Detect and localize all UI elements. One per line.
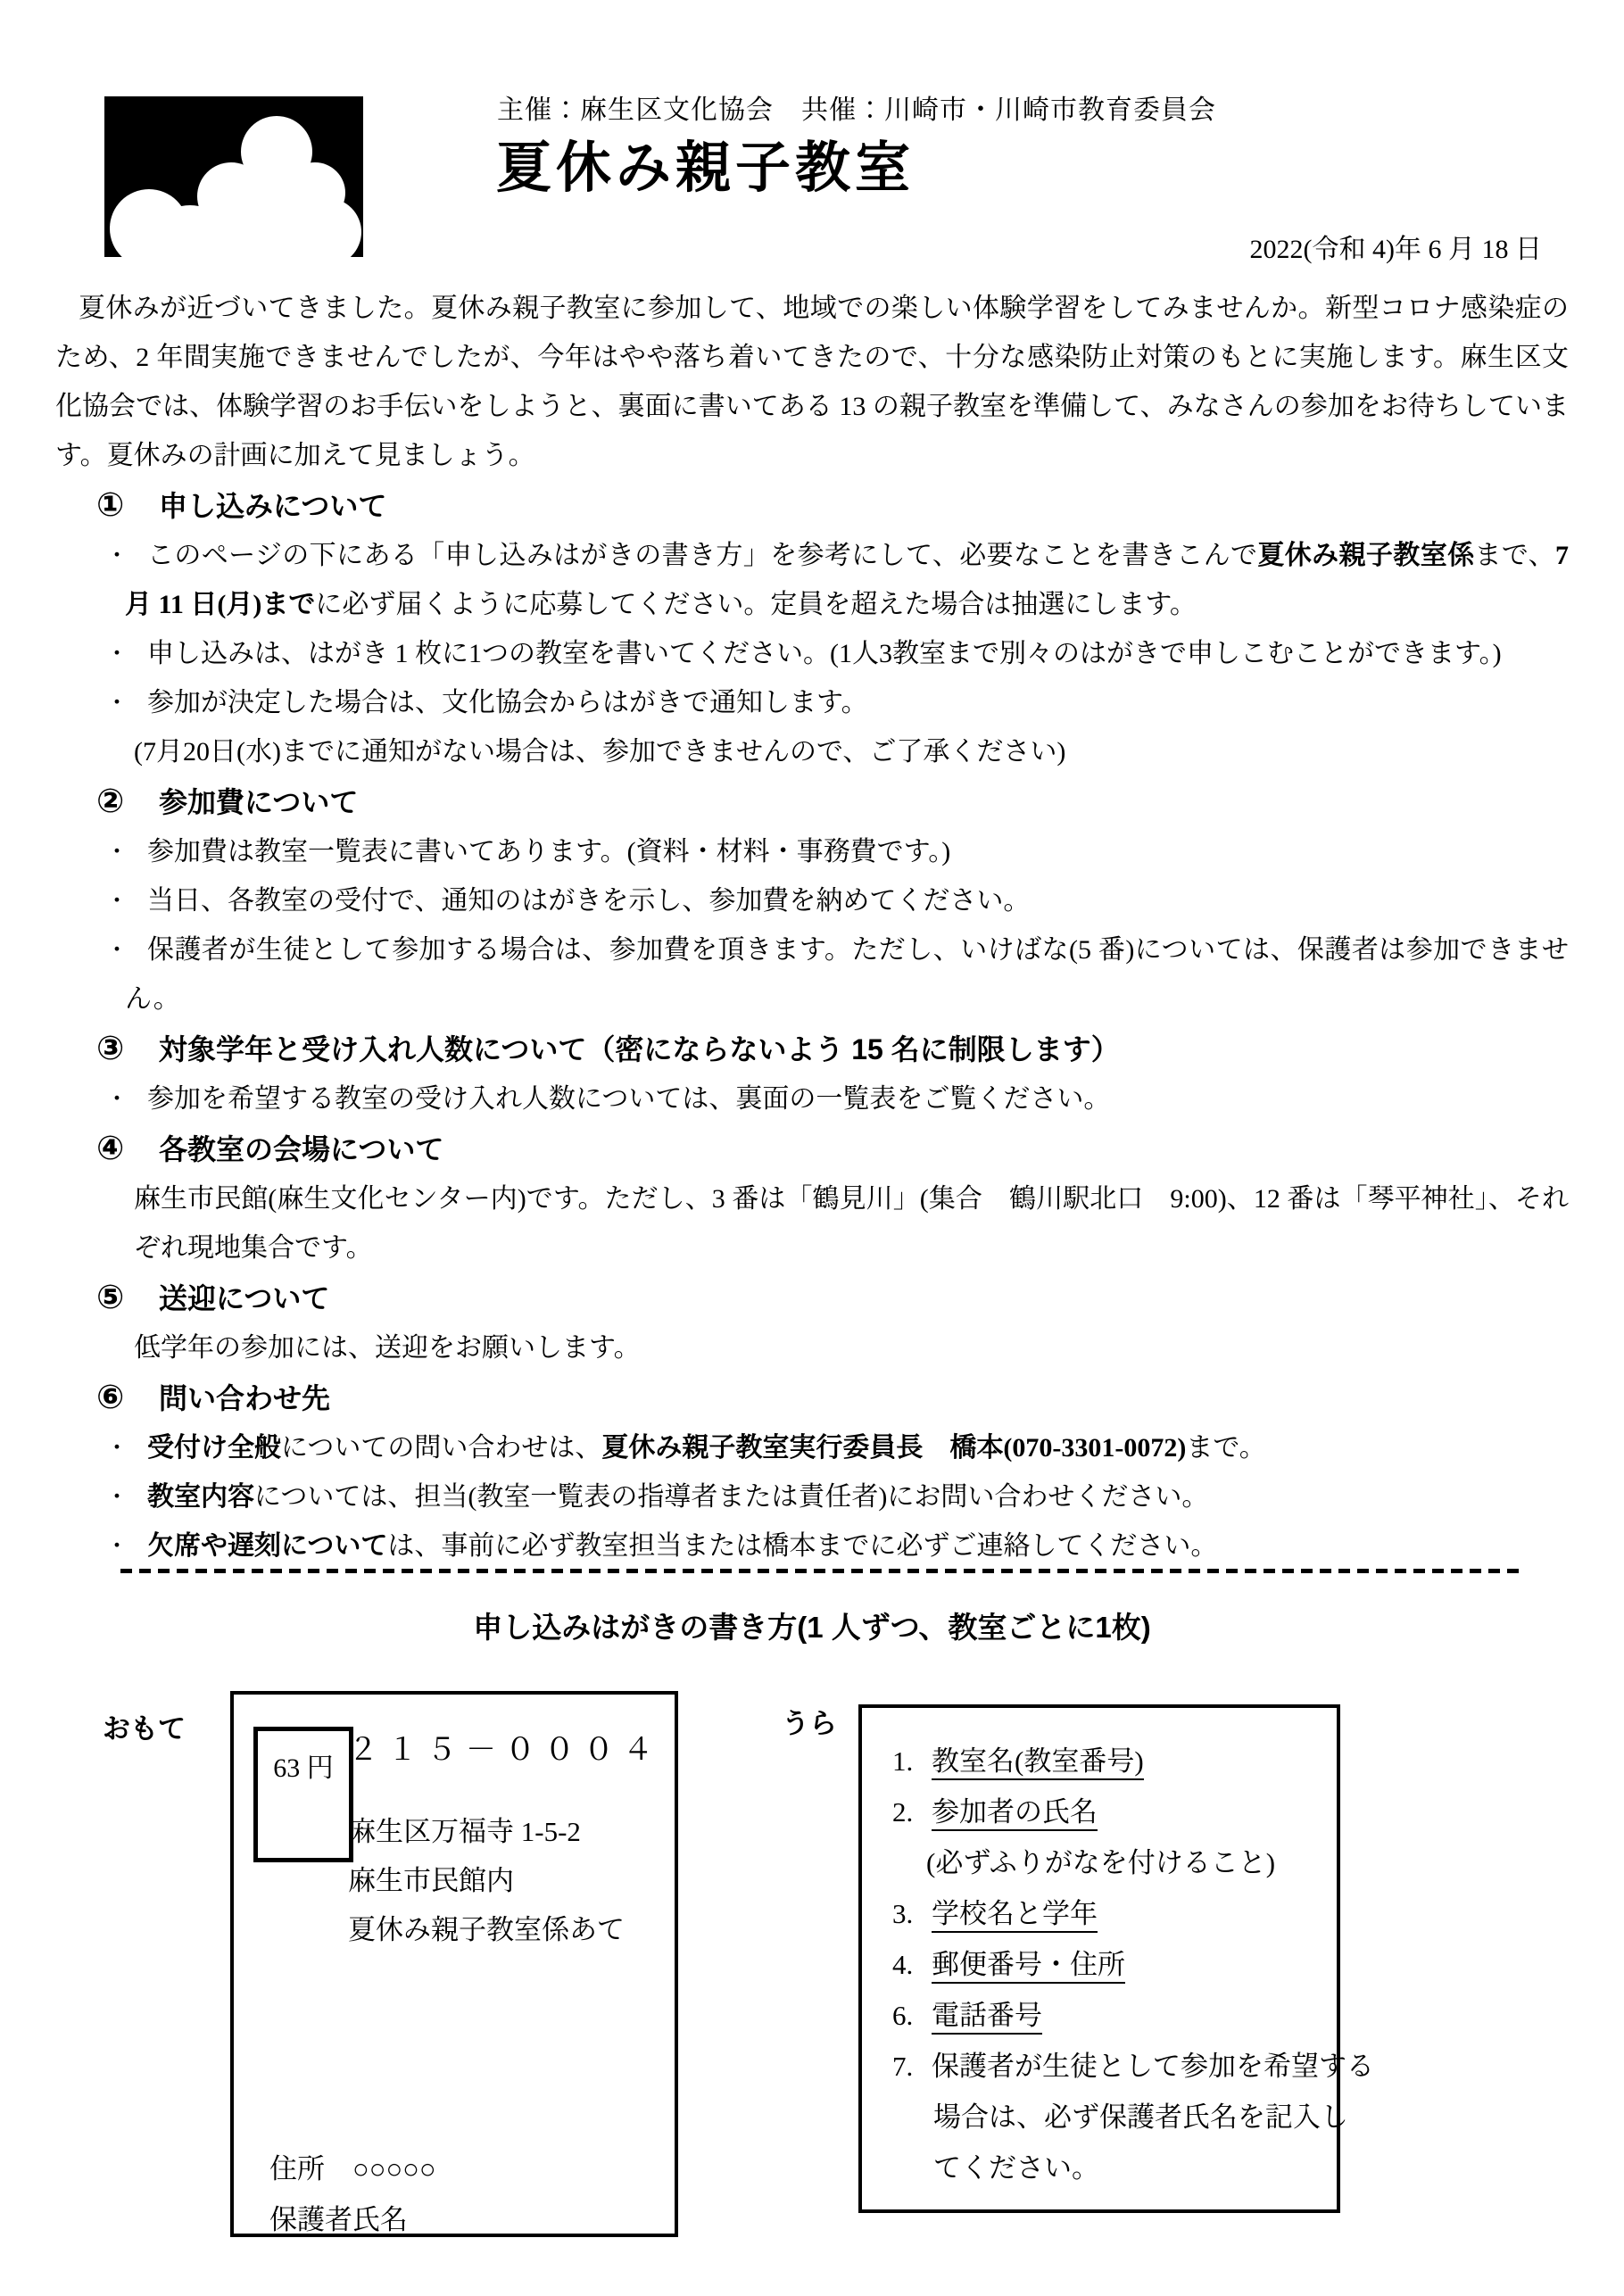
bullet-marker: ・ — [105, 1435, 129, 1461]
section-3-heading — [96, 1024, 1569, 1074]
dashed-divider — [120, 1569, 1520, 1573]
note-line: (7月20日(水)までに通知がない場合は、参加できませんので、ご了承ください) — [134, 737, 1066, 767]
bullet-marker: ・ — [105, 1484, 129, 1510]
postcard-back — [858, 1704, 1374, 2213]
section-1-title: 申し込みについて — [159, 490, 387, 522]
back-item-continuation: 場合は、必ず保護者氏名を記入し — [933, 2101, 1348, 2133]
section-5-body: 低学年の参加には、送迎をお願いします。 — [134, 1333, 641, 1363]
bullet-marker: ・ — [105, 543, 129, 568]
bullet-marker: ・ — [105, 888, 129, 914]
bullet-item — [96, 1423, 1569, 1472]
circled-number-5: ⑤ — [96, 1279, 125, 1315]
back-item-note: (必ずふりがなを付けること) — [926, 1847, 1276, 1878]
bullet-text: 保護者が生徒として参加する場合は、参加費を頂きます。ただし、いけばな(5 番)については、保護者は参加できません。 — [125, 935, 1569, 1014]
section-4-title: 各教室の会場について — [159, 1133, 444, 1165]
section-5-heading — [96, 1272, 1569, 1323]
bullet-item — [96, 678, 1569, 727]
bullet-text: 教室内容については、担当(教室一覧表の指導者または責任者)にお問い合わせください。 — [147, 1482, 1209, 1512]
bullet-item — [96, 531, 1569, 629]
back-item-continuation: てください。 — [933, 2152, 1099, 2184]
hagaki-section-heading: 申し込みはがきの書き方(1 人ずつ、教室ごとに1枚) — [473, 1611, 1151, 1644]
bullet-marker: ・ — [105, 937, 129, 963]
bullet-item — [96, 876, 1569, 925]
back-item: 1. 教室名(教室番号) — [892, 1738, 1144, 1778]
bullet-marker: ・ — [105, 839, 129, 865]
bullet-text: 参加費は教室一覧表に書いてあります。(資料・材料・事務費です。) — [147, 837, 951, 866]
sender-address-field: 住所 ○○○○○ — [269, 2153, 436, 2184]
section-5-title: 送迎について — [159, 1282, 330, 1314]
circled-number-4: ④ — [96, 1130, 125, 1166]
bullet-text: このページの下にある「申し込みはがきの書き方」を参考にして、必要なことを書きこんで夏休み親子教室係まで、7 月 11 日(月)までに必ず届くように応募してください。定員を超えた場合は抽選にします。 — [125, 541, 1569, 619]
section-6-heading — [96, 1372, 1569, 1423]
bullet-text: 申し込みは、はがき 1 枚に1つの教室を書いてください。(1人3教室まで別々のはがきで申しこむことができます。) — [147, 639, 1502, 668]
back-item: 3. 学校名と学年 — [892, 1891, 1098, 1931]
stamp-box — [253, 1727, 353, 1862]
section-4-heading — [96, 1123, 1569, 1174]
bullet-item — [96, 827, 1569, 876]
bullet-text: 参加を希望する教室の受け入れ人数については、裏面の一覧表をご覧ください。 — [147, 1084, 1111, 1114]
circled-number-3: ③ — [96, 1030, 125, 1066]
postcard-front — [230, 1691, 678, 2237]
circled-number-2: ② — [96, 783, 125, 819]
section-6-title: 問い合わせ先 — [159, 1382, 331, 1414]
address-line: 麻生市民館内 — [348, 1865, 514, 1896]
section-4-body: 麻生市民館(麻生文化センター内)です。ただし、3 番は「鶴見川」(集合 鶴川駅北口 9:00)、12 番は「琴平神社」、それぞれ現地集合です。 — [134, 1184, 1569, 1263]
postal-code: ２１５－０００４ — [348, 1734, 662, 1767]
cloud-logo-icon — [104, 96, 363, 257]
main-text — [55, 284, 1569, 1571]
back-side-label: うら — [782, 1708, 837, 1739]
bullet-text: 当日、各教室の受付で、通知のはがきを示し、参加費を納めてください。 — [147, 886, 1031, 916]
circled-number-1: ① — [96, 486, 125, 523]
front-side-label: おもて — [103, 1713, 186, 1745]
guardian-name-field: 保護者氏名 — [269, 2204, 408, 2235]
bullet-marker: ・ — [105, 641, 129, 667]
bullet-item — [96, 629, 1569, 678]
bullet-marker: ・ — [105, 1533, 129, 1559]
bullet-item — [96, 1472, 1569, 1521]
bullet-item — [96, 925, 1569, 1024]
address-line: 麻生区万福寺 1-5-2 — [348, 1816, 581, 1847]
bullet-marker: ・ — [105, 690, 129, 716]
bullet-item — [96, 1521, 1569, 1571]
bullet-text: 欠席や遅刻については、事前に必ず教室担当または橋本までに必ずご連絡してください。 — [147, 1531, 1218, 1561]
bullet-item — [96, 1074, 1569, 1123]
section-3-title: 対象学年と受け入れ人数について（密にならないよう 15 名に制限します） — [159, 1033, 1120, 1065]
page-title: 夏休み親子教室 — [496, 138, 916, 199]
organizer-line: 主催：麻生区文化協会 共催：川崎市・川崎市教育委員会 — [497, 95, 1216, 125]
document-date: 2022(令和 4)年 6 月 18 日 — [1249, 235, 1542, 264]
address-line: 夏休み親子教室係あて — [348, 1914, 625, 1945]
bullet-marker: ・ — [105, 1086, 129, 1112]
section-1-heading — [96, 480, 1569, 531]
back-item: 2. 参加者の氏名 — [892, 1789, 1098, 1829]
back-item: 6. 電話番号 — [892, 1993, 1042, 2033]
section-2-title: 参加費について — [159, 786, 359, 818]
intro-paragraph: 夏休みが近づいてきました。夏休み親子教室に参加して、地域での楽しい体験学習をしてみませんか。新型コロナ感染症のため、2 年間実施できませんでしたが、今年はやや落ち着いてきたので、十分な感染防止対策のもとに実施します。麻生区文化協会では、体験学習のお手伝いをしようと、裏面に書いてある 13 の親子教室を準備して、みなさんの参加をお待ちしています。夏休みの計画に加えて見ましょう。 — [55, 294, 1569, 470]
circled-number-6: ⑥ — [96, 1379, 125, 1415]
back-item: 7. 保護者が生徒として参加を希望する — [892, 2051, 1374, 2082]
bullet-text: 参加が決定した場合は、文化協会からはがきで通知します。 — [147, 688, 868, 717]
stamp-value: 63 円 — [273, 1753, 334, 1783]
back-item: 4. 郵便番号・住所 — [892, 1942, 1125, 1982]
section-2-heading — [96, 776, 1569, 827]
bullet-text: 受付け全般についての問い合わせは、夏休み親子教室実行委員長 橋本(070-3301-0072)まで。 — [147, 1433, 1266, 1463]
